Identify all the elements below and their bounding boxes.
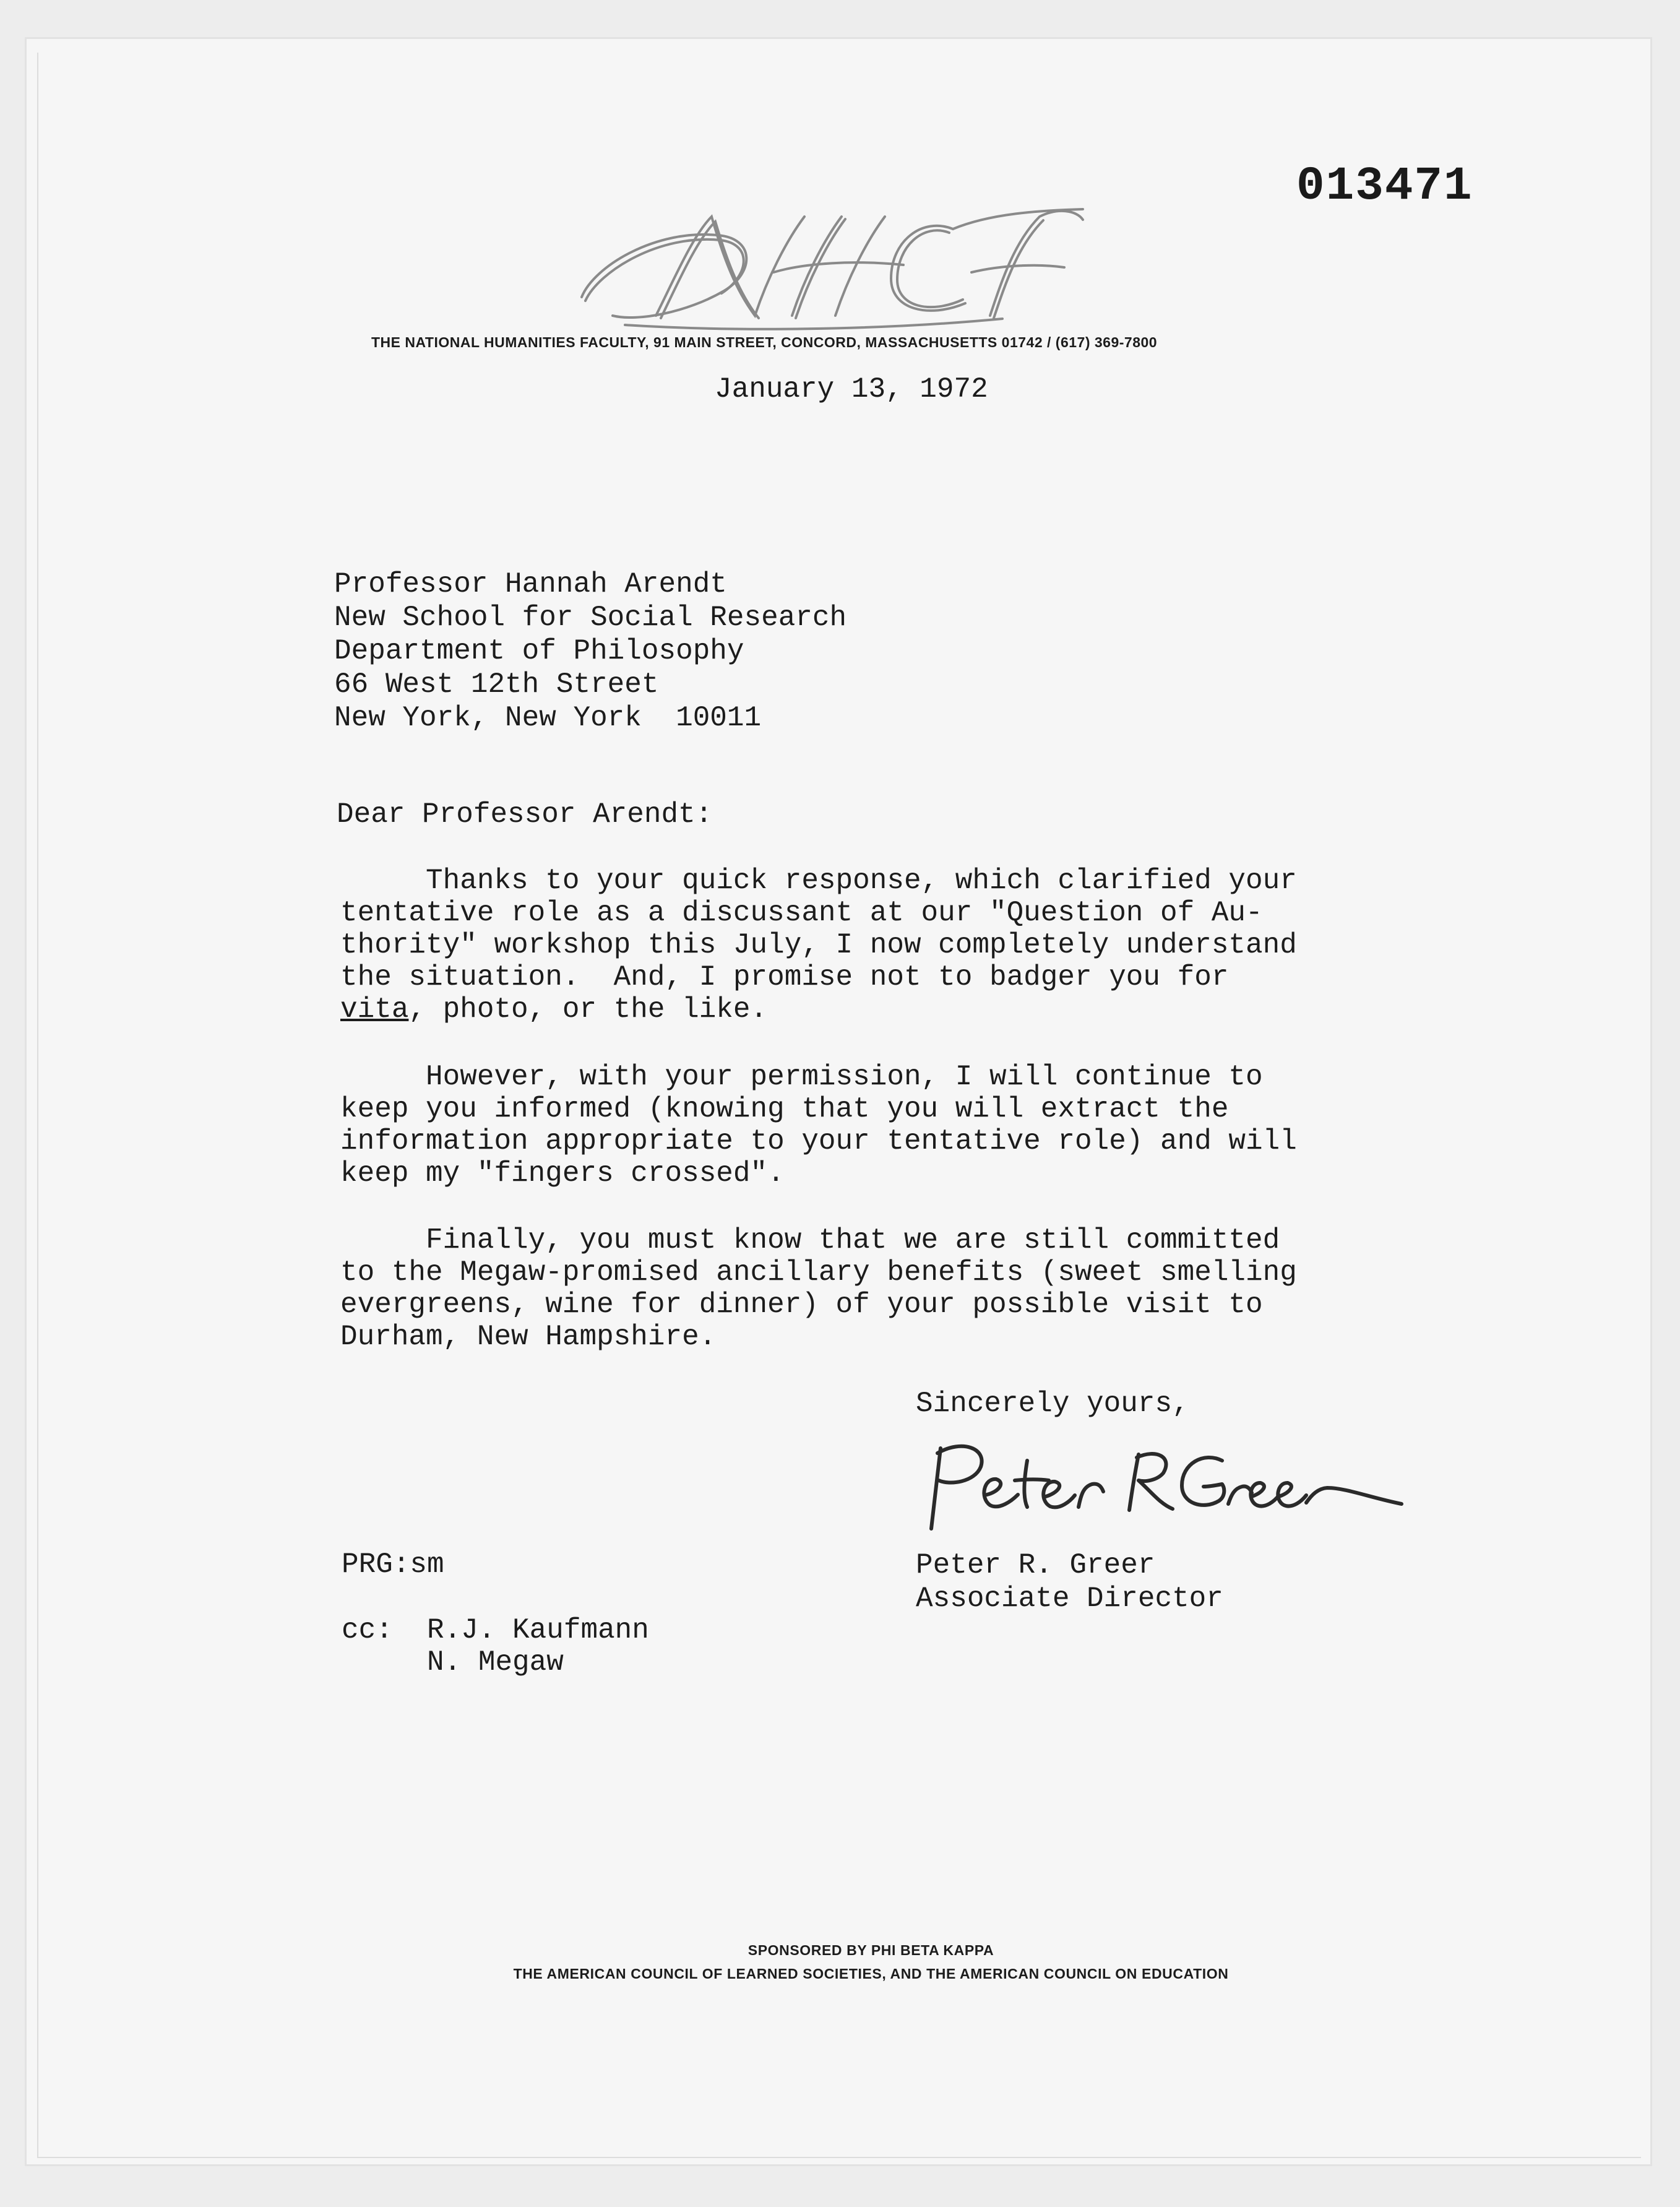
handwritten-signature bbox=[913, 1436, 1408, 1535]
nhf-logo-monogram bbox=[569, 192, 1089, 334]
paragraph-line: to the Megaw-promised ancillary benefits (sweet smelling bbox=[340, 1256, 1297, 1289]
recipient-street: 66 West 12th Street bbox=[334, 668, 659, 701]
paragraph-2 bbox=[340, 1061, 1417, 1190]
salutation: Dear Professor Arendt: bbox=[337, 798, 713, 831]
footer-councils: THE AMERICAN COUNCIL OF LEARNED SOCIETIES, AND THE AMERICAN COUNCIL ON EDUCATION bbox=[513, 1966, 1229, 1982]
cc-line: N. Megaw bbox=[342, 1646, 564, 1678]
paragraph-3 bbox=[340, 1224, 1417, 1353]
paragraph-line: Finally, you must know that we are still committed bbox=[340, 1224, 1280, 1256]
letterhead-address: THE NATIONAL HUMANITIES FACULTY, 91 MAIN STREET, CONCORD, MASSACHUSETTS 01742 / (617) 369-7800 bbox=[371, 334, 1158, 350]
recipient-city: New York, New York 10011 bbox=[334, 702, 762, 734]
paragraph-line: keep my "fingers crossed". bbox=[340, 1157, 785, 1190]
signer-name: Peter R. Greer bbox=[916, 1549, 1155, 1581]
paragraph-line: Thanks to your quick response, which clarified your bbox=[340, 865, 1297, 897]
paragraph-line: information appropriate to your tentative role) and will bbox=[340, 1125, 1297, 1157]
reference-initials: PRG:sm bbox=[342, 1548, 444, 1581]
carbon-copy-list bbox=[342, 1614, 649, 1678]
paragraph-line: thority" workshop this July, I now completely understand bbox=[340, 929, 1297, 961]
letter-date: January 13, 1972 bbox=[715, 373, 988, 405]
underlined-word: vita bbox=[340, 993, 409, 1026]
cc-line: cc: R.J. Kaufmann bbox=[342, 1614, 649, 1646]
paragraph-line: Durham, New Hampshire. bbox=[340, 1321, 717, 1353]
paragraph-line: the situation. And, I promise not to badger you for bbox=[340, 961, 1229, 993]
paragraph-line: tentative role as a discussant at our "Question of Au- bbox=[340, 897, 1263, 929]
recipient-name: Professor Hannah Arendt bbox=[334, 568, 727, 600]
recipient-department: Department of Philosophy bbox=[334, 635, 744, 667]
footer-sponsor: SPONSORED BY PHI BETA KAPPA bbox=[747, 1942, 994, 1958]
paragraph-line: However, with your permission, I will continue to bbox=[340, 1061, 1263, 1093]
paragraph-line: keep you informed (knowing that you will extract the bbox=[340, 1093, 1229, 1125]
closing: Sincerely yours, bbox=[916, 1388, 1189, 1420]
recipient-institution: New School for Social Research bbox=[334, 602, 847, 634]
paragraph-line bbox=[340, 993, 1417, 1026]
paragraph-line: evergreens, wine for dinner) of your possible visit to bbox=[340, 1289, 1263, 1321]
paragraph-1 bbox=[340, 865, 1417, 1026]
document-number: 013471 bbox=[1296, 160, 1473, 213]
signer-block bbox=[916, 1548, 1223, 1615]
recipient-address bbox=[334, 568, 846, 735]
paragraph-line-rest: , photo, or the like. bbox=[408, 993, 768, 1026]
signer-title: Associate Director bbox=[916, 1583, 1223, 1615]
